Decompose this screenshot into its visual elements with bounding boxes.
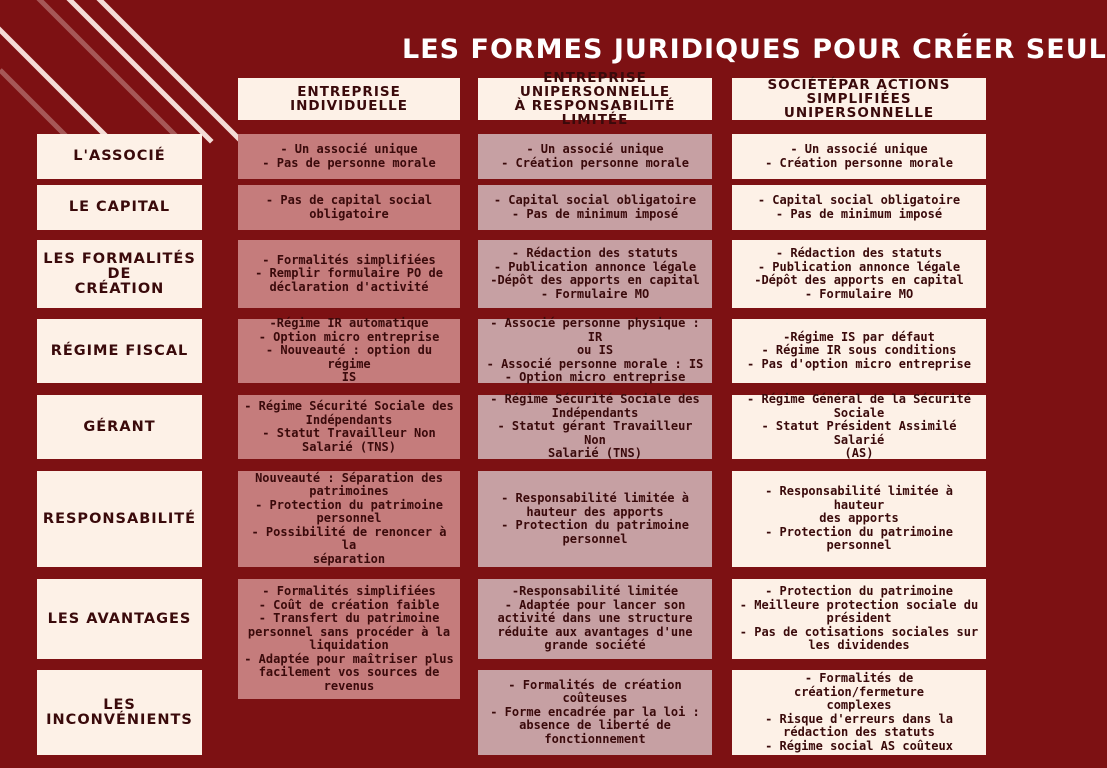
table-cell-line: - Pas de cotisations sociales sur xyxy=(739,624,979,639)
row-label xyxy=(37,134,202,179)
table-cell xyxy=(732,579,986,659)
row-label xyxy=(37,471,202,567)
table-cell-line: - Pas d'option micro entreprise xyxy=(747,356,971,371)
table-cell xyxy=(732,471,986,567)
table-cell-line: président xyxy=(826,611,892,626)
table-cell-line: - Statut gérant Travailleur Non xyxy=(497,419,693,447)
column-header xyxy=(732,78,986,120)
table-cell-line: - Pas de minimum imposé xyxy=(511,206,679,221)
table-cell-line: - Rédaction des statuts xyxy=(511,246,679,260)
column-header xyxy=(238,78,460,120)
table-cell-line: - Un associé unique xyxy=(526,142,664,156)
table-cell-line: - Création personne morale xyxy=(501,155,689,170)
table-cell xyxy=(732,134,986,179)
table-cell-line: - Remplir formulaire PO de xyxy=(255,266,443,281)
table-cell-line: - Coût de création faible xyxy=(258,597,440,612)
table-cell-line: -Dépôt des apports en capital xyxy=(490,273,700,287)
table-cell-line: - Adaptée pour lancer son xyxy=(504,597,686,612)
table-cell-line: complexes xyxy=(826,698,892,712)
table-cell-line: des apports xyxy=(819,511,899,526)
table-cell-line: obligatoire xyxy=(309,206,389,221)
decorative-lines xyxy=(0,0,270,140)
table-cell-line: -Dépôt des apports en capital xyxy=(754,273,964,287)
table-cell xyxy=(478,316,712,385)
table-cell xyxy=(478,240,712,308)
table-cell xyxy=(732,392,986,461)
table-cell-line: réduite aux avantages d'une xyxy=(497,624,693,639)
table-cell-line: - Publication annonce légale xyxy=(757,259,961,274)
row-label xyxy=(37,395,202,459)
table-cell-line: Sociale xyxy=(833,405,885,420)
column-header-line: ENTREPRISE INDIVIDUELLE xyxy=(290,84,408,114)
table-cell-line: - Un associé unique xyxy=(280,142,418,156)
page-title: LES FORMES JURIDIQUES POUR CRÉER SEUL xyxy=(402,34,1107,65)
table-cell-line: - Forme encadrée par la loi : xyxy=(490,704,700,719)
table-cell-line: - Associé personne morale : IS xyxy=(486,356,704,371)
table-cell-line: revenus xyxy=(323,678,375,693)
table-cell xyxy=(732,670,986,755)
column-header xyxy=(478,70,712,128)
table-cell-line: - Pas de minimum imposé xyxy=(775,206,943,221)
table-cell xyxy=(478,134,712,179)
table-cell-line: Salarié (TNS) xyxy=(548,446,642,461)
table-cell-line: - Protection du patrimoine xyxy=(255,497,443,512)
table-cell xyxy=(478,579,712,659)
row-label xyxy=(37,670,202,755)
table-cell-line: - Capital social obligatoire xyxy=(493,193,697,207)
row-label xyxy=(37,240,202,308)
table-cell-line: absence de liberté de xyxy=(519,718,671,733)
row-label-line: LES INCONVÉNIENTS xyxy=(46,696,193,728)
column-header-line: SIMPLIFIÉES UNIPERSONNELLE xyxy=(783,91,935,121)
table-cell xyxy=(238,579,460,699)
table-cell xyxy=(238,240,460,308)
table-cell-line: - Adaptée pour maîtriser plus xyxy=(244,651,454,666)
table-cell-line: - Protection du patrimoine xyxy=(765,584,953,599)
table-cell-line: - Rédaction des statuts xyxy=(775,246,943,260)
table-cell xyxy=(478,392,712,461)
table-cell-line: - Formulaire MO xyxy=(540,286,650,301)
row-label xyxy=(37,185,202,230)
row-label-line: LE CAPITAL xyxy=(68,199,171,215)
table-cell-line: - Possibilité de renoncer à la xyxy=(251,524,447,553)
table-cell xyxy=(238,185,460,230)
table-cell-line: -Régime IS par défaut xyxy=(783,329,935,344)
table-cell-line: - Pas de capital social xyxy=(265,193,433,207)
table-cell-line: personnel xyxy=(826,538,892,553)
table-cell-line: Indépendants xyxy=(551,405,639,420)
row-label xyxy=(37,579,202,659)
row-label xyxy=(37,319,202,383)
table-cell-line: - Régime Sécurité Sociale des xyxy=(490,392,700,407)
table-cell-line: - Statut Président Assimilé Salarié xyxy=(761,419,957,447)
table-cell-line: - Transfert du patrimoine xyxy=(258,611,440,625)
table-cell-line: - Nouveauté : option du régime xyxy=(265,343,433,371)
table-cell xyxy=(238,395,460,459)
table-cell-line: - Responsabilité limitée à hauteur xyxy=(765,484,953,512)
table-cell xyxy=(238,471,460,567)
table-cell-line: activité dans une structure xyxy=(497,611,693,626)
table-cell-line: - Formulaire MO xyxy=(804,286,914,301)
table-cell-line: - Pas de personne morale xyxy=(262,155,436,170)
table-cell-line: hauteur des apports xyxy=(526,504,664,519)
table-cell-line: (AS) xyxy=(844,446,874,461)
row-label-line: L'ASSOCIÉ xyxy=(73,148,166,164)
table-cell-line: ou IS xyxy=(576,343,614,358)
table-cell-line: rédaction des statuts xyxy=(783,725,935,739)
table-cell-line: déclaration d'activité xyxy=(269,279,429,294)
table-cell-line: Salarié (TNS) xyxy=(302,439,396,454)
table-cell xyxy=(732,185,986,230)
table-cell-line: IS xyxy=(341,370,357,385)
table-cell-line: - Formalités simplifiées xyxy=(262,252,436,267)
row-label-line: LES FORMALITÉS DE xyxy=(43,250,196,282)
row-label-line: GÉRANT xyxy=(83,418,156,435)
table-cell-line: - Publication annonce légale xyxy=(493,259,697,274)
table-cell xyxy=(238,134,460,179)
table-cell-line: grande société xyxy=(544,638,646,653)
table-cell-line: - Création personne morale xyxy=(765,155,953,170)
table-cell-line: fonctionnement xyxy=(544,731,646,746)
table-cell-line: - Régime IR sous conditions xyxy=(761,343,957,358)
row-label-line: CRÉATION xyxy=(74,280,165,297)
table-cell-line: - Régime Sécurité Sociale des xyxy=(244,399,454,413)
table-cell-line: - Régime social AS coûteux xyxy=(765,738,953,753)
table-cell-line: - Option micro entreprise xyxy=(504,370,686,385)
row-label-line: RESPONSABILITÉ xyxy=(42,510,197,527)
column-header-line: SOCIÉTÉPAR ACTIONS xyxy=(767,77,951,93)
table-cell-line: - Formalités simplifiées xyxy=(262,584,436,598)
table-cell-line: - Statut Travailleur Non xyxy=(262,426,436,440)
table-cell xyxy=(478,670,712,755)
table-cell-line: coûteuses xyxy=(562,691,628,706)
table-cell-line: - Un associé unique xyxy=(790,142,928,156)
table-cell-line: Indépendants xyxy=(305,412,393,427)
table-cell-line: - Capital social obligatoire xyxy=(757,193,961,207)
table-cell-line: -Responsabilité limitée xyxy=(511,584,679,599)
table-cell-line: - Formalités de création xyxy=(508,677,682,692)
table-cell-line: les dividendes xyxy=(808,638,910,653)
table-cell-line: facilement vos sources de xyxy=(258,665,440,679)
table-cell-line: - Option micro entreprise xyxy=(258,329,440,344)
table-cell-line: personnel xyxy=(562,531,628,546)
table-cell-line: - Formalités de création/fermeture xyxy=(793,671,925,699)
table-cell-line: personnel xyxy=(316,511,382,526)
row-label-line: LES AVANTAGES xyxy=(47,610,192,627)
table-cell xyxy=(478,185,712,230)
table-cell xyxy=(732,240,986,308)
table-cell-line: patrimoines xyxy=(309,484,389,499)
table-cell-line: - Protection du patrimoine xyxy=(765,524,953,539)
table-cell-line: séparation xyxy=(312,551,386,566)
column-header-line: ENTREPRISE UNIPERSONNELLE xyxy=(519,70,671,100)
table-cell-line: - Meilleure protection sociale du xyxy=(739,597,979,612)
table-cell-line: - Protection du patrimoine xyxy=(501,518,689,532)
table-cell-line: liquidation xyxy=(309,638,389,652)
table-cell-line: - Associé personne physique : IR xyxy=(490,316,700,344)
row-label-line: RÉGIME FISCAL xyxy=(50,342,189,359)
table-cell xyxy=(732,319,986,383)
table-cell-line: Nouveauté : Séparation des xyxy=(255,470,443,485)
table-cell-line: -Régime IR automatique xyxy=(269,316,429,331)
table-cell-line: - Risque d'erreurs dans la xyxy=(765,711,953,726)
table-cell xyxy=(478,471,712,567)
table-cell-line: personnel sans procéder à la xyxy=(247,624,451,639)
table-cell-line: - Régime Général de la Sécurité xyxy=(747,392,971,407)
table-cell-line: - Responsabilité limitée à xyxy=(501,491,689,505)
column-header-line: À RESPONSABILITÉ LIMITÉE xyxy=(514,98,676,128)
table-cell xyxy=(238,316,460,385)
